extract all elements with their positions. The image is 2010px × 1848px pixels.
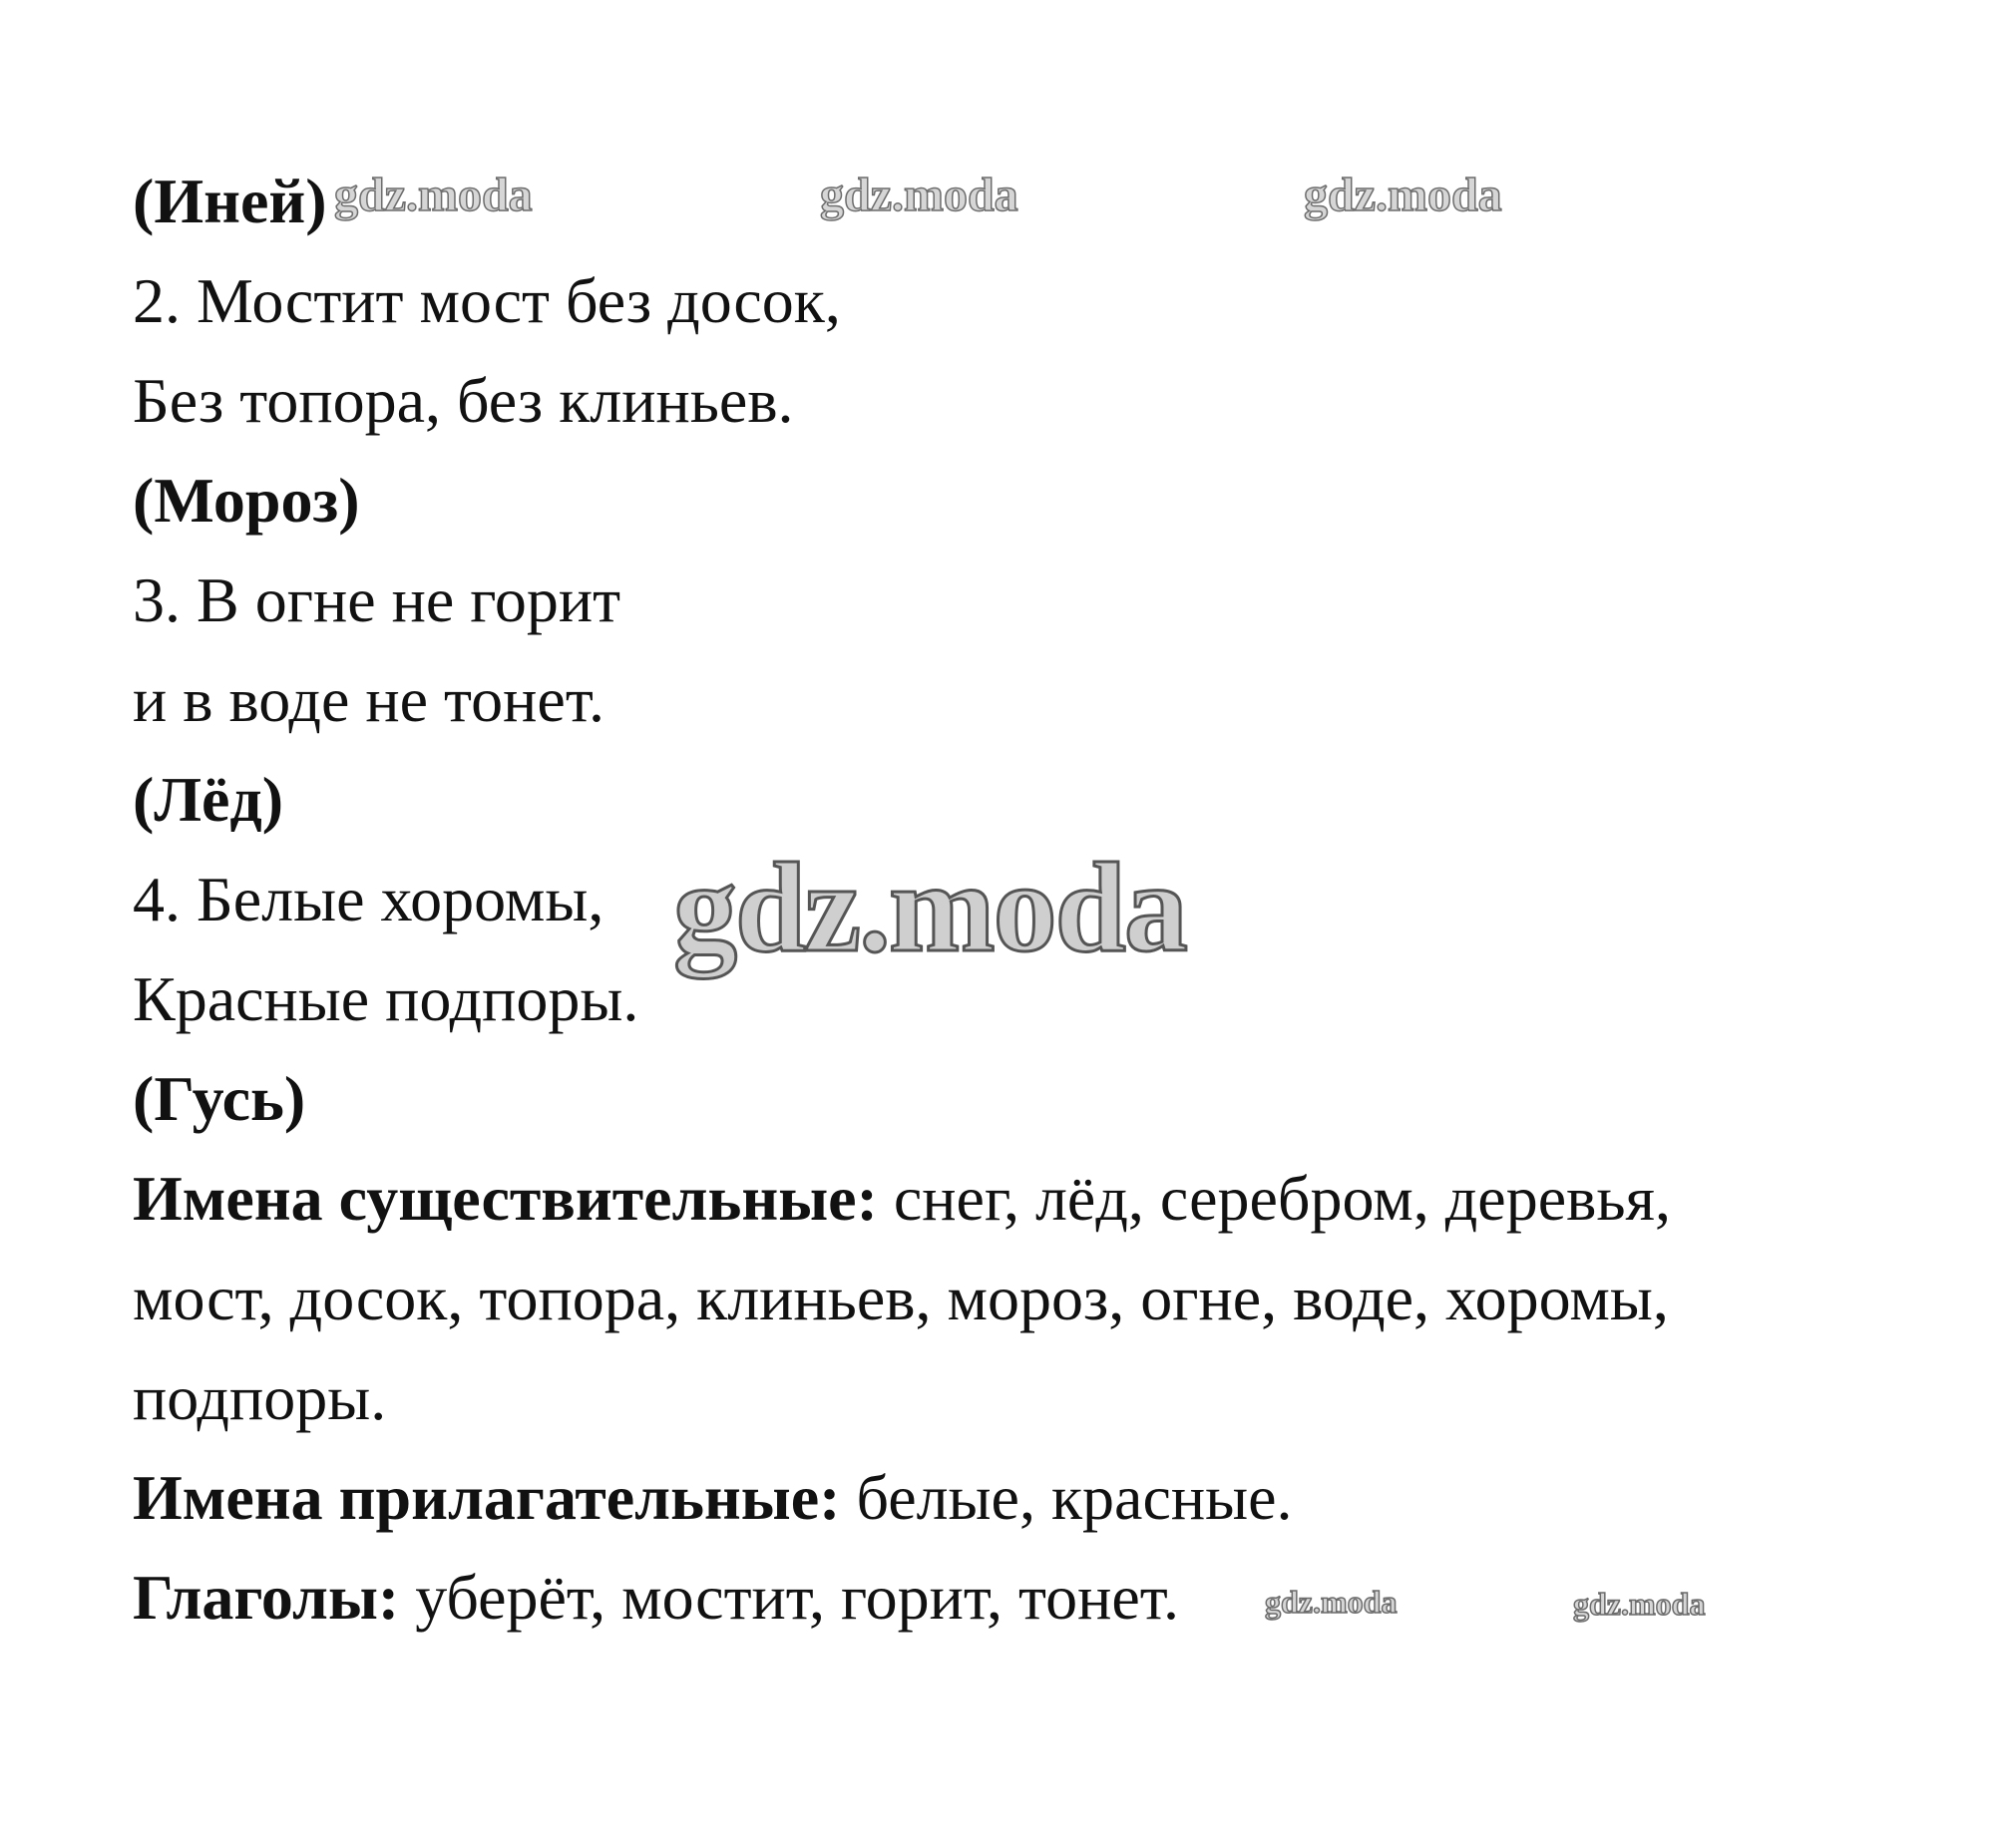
riddle-4-line-1: 4. Белые хоромы, — [133, 864, 604, 934]
verbs-text: уберёт, мостит, горит, тонет. — [415, 1562, 1179, 1633]
verbs-line — [133, 1562, 1179, 1633]
watermark-center: gdz.moda — [673, 837, 1186, 978]
watermark-top-3: gdz.moda — [1304, 169, 1502, 221]
nouns-line-1 — [133, 1163, 1671, 1234]
riddle-4-line-2: Красные подпоры. — [133, 963, 639, 1034]
verbs-label: Глаголы: — [133, 1562, 400, 1633]
nouns-label: Имена существительные: — [133, 1163, 878, 1234]
watermark-top-1: gdz.moda — [334, 169, 533, 221]
riddle-2-line-2: Без топора, без клиньев. — [133, 365, 794, 436]
nouns-line-3: подпоры. — [133, 1362, 387, 1433]
nouns-line-2: мост, досок, топора, клиньев, мороз, огне, воде, хоромы, — [133, 1263, 1669, 1333]
riddle-3-line-2: и в воде не тонет. — [133, 664, 604, 735]
answer-gus: (Гусь) — [133, 1063, 306, 1134]
nouns-text-1: снег, лёд, серебром, деревья, — [893, 1163, 1671, 1234]
watermark-bottom-2: gdz.moda — [1573, 1586, 1706, 1622]
adjectives-text: белые, красные. — [856, 1462, 1293, 1533]
answer-ineyi: (Иней) — [133, 166, 327, 236]
answer-led: (Лёд) — [133, 764, 284, 835]
adjectives-label: Имена прилагательные: — [133, 1462, 841, 1533]
watermark-top-2: gdz.moda — [820, 169, 1018, 221]
riddle-3-line-1: 3. В огне не горит — [133, 564, 621, 635]
watermark-bottom-1: gdz.moda — [1265, 1584, 1398, 1620]
answer-moroz: (Мороз) — [133, 465, 360, 536]
adjectives-line — [133, 1462, 1293, 1533]
riddle-2-line-1: 2. Мостит мост без досок, — [133, 265, 841, 336]
